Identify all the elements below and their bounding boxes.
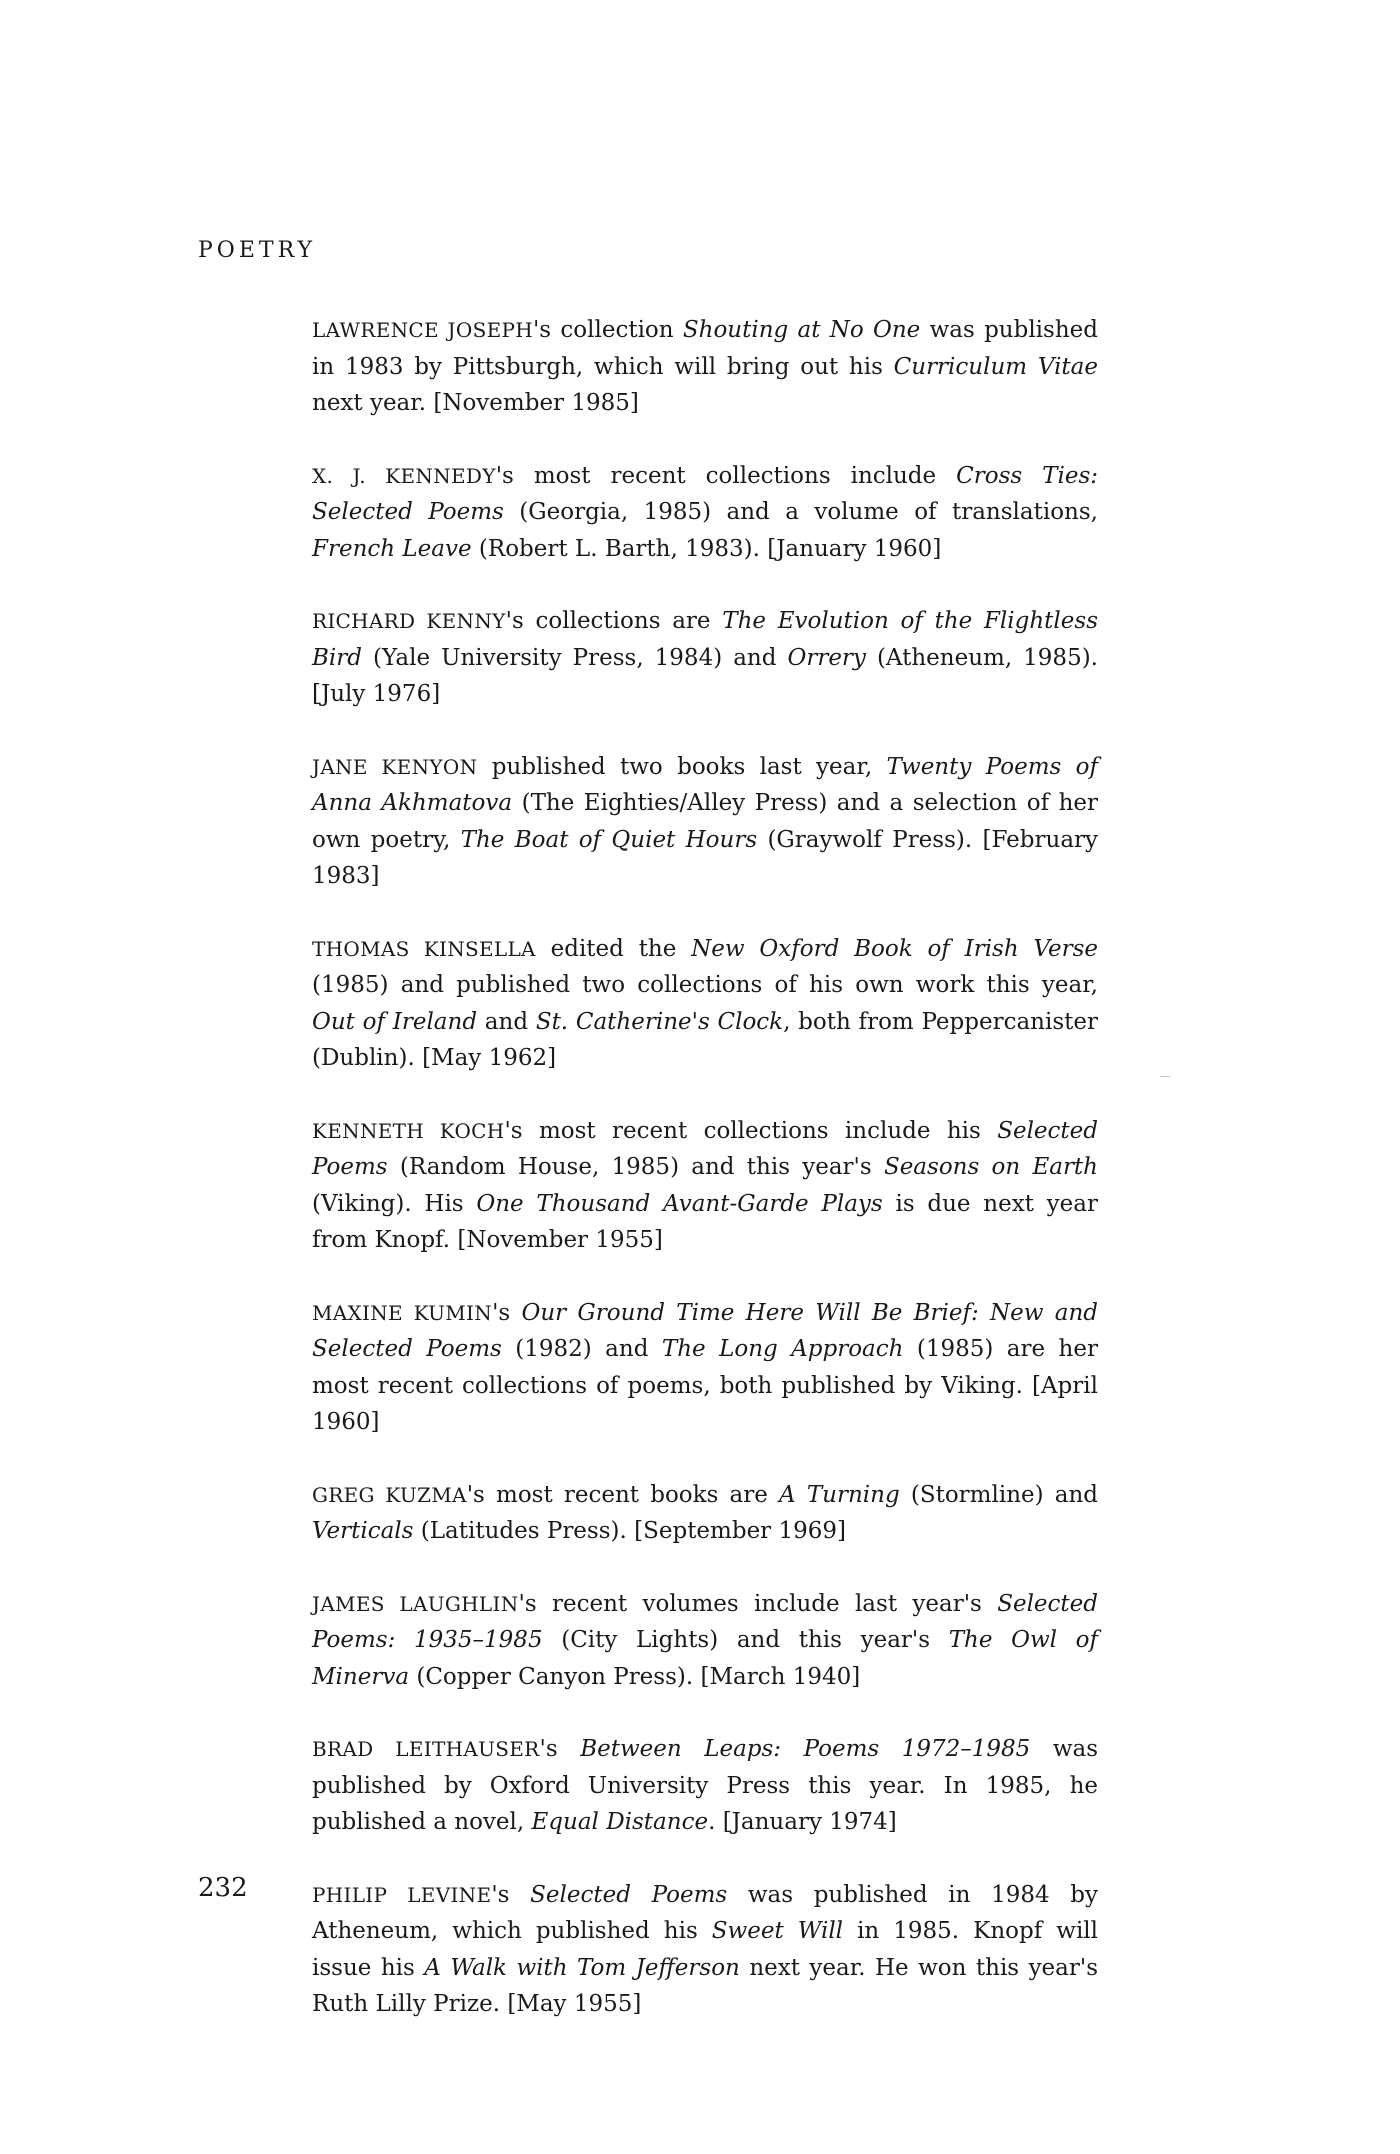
note-text: (Random House, 1985) and this year's xyxy=(387,1154,884,1180)
book-title: Verticals xyxy=(312,1518,414,1544)
contributor-note xyxy=(312,931,1098,1077)
contributor-note xyxy=(312,1113,1098,1259)
note-text: was published in 1983 by Pittsburgh, which will bring out his xyxy=(312,317,1098,380)
note-text: (The Eighties/Alley Press) and a selection of her own poetry, xyxy=(312,790,1098,853)
book-title: Cross Ties: Selected Poems xyxy=(312,462,1099,525)
note-text: and xyxy=(477,1008,536,1035)
note-text: next year. [November 1985] xyxy=(312,390,639,416)
contributor-notes xyxy=(312,312,1098,2059)
note-text: 's most recent collections include xyxy=(495,462,957,489)
note-text: (Copper Canyon Press). [March 1940] xyxy=(409,1663,861,1690)
book-title: Shouting at No One xyxy=(682,317,921,343)
contributor-note xyxy=(312,603,1098,713)
note-text: (1985) and published two collections of his own work this year, xyxy=(312,972,1098,998)
contributor-name: KENNETH KOCH xyxy=(312,1118,505,1143)
contributor-note xyxy=(312,749,1098,895)
running-head: POETRY xyxy=(198,238,316,263)
note-text: (Robert L. Barth, 1983). [January 1960] xyxy=(471,535,942,562)
note-text: 's xyxy=(539,1736,581,1762)
book-title: A Walk with Tom Jefferson xyxy=(424,1954,740,1981)
note-text: published two books last year, xyxy=(477,753,887,780)
contributor-note xyxy=(312,1477,1098,1550)
note-text: 's most recent collections include his xyxy=(504,1117,998,1144)
note-text: was published in 1984 by Atheneum, which published his xyxy=(312,1881,1098,1944)
contributor-name: PHILIP LEVINE xyxy=(312,1882,492,1907)
book-title: The Boat of Quiet Hours xyxy=(460,826,758,853)
contributor-name: MAXINE KUMIN xyxy=(312,1300,493,1325)
contributor-name: X. J. KENNEDY xyxy=(312,463,496,488)
book-title: A Turning xyxy=(779,1481,900,1508)
book-title: The Evolution of the Flightless Bird xyxy=(312,608,1098,671)
note-text: next year. He won this year's Ruth Lilly Prize. [May 1955] xyxy=(312,1954,1099,2017)
note-text: (Stormline) and xyxy=(899,1481,1099,1508)
book-title: One Thousand Avant-Garde Plays xyxy=(476,1190,883,1217)
book-title: Curriculum Vitae xyxy=(893,353,1098,380)
contributor-name: JANE KENYON xyxy=(312,754,478,779)
book-title: Between Leaps: Poems 1972–1985 xyxy=(580,1736,1031,1762)
note-text: (Viking). His xyxy=(312,1190,477,1217)
note-text: (Atheneum, 1985). [July 1976] xyxy=(312,644,1098,707)
book-title: Equal Distance xyxy=(531,1809,709,1835)
book-title: New Oxford Book of Irish Verse xyxy=(691,935,1098,962)
note-text: (Georgia, 1985) and a volume of translations, xyxy=(503,499,1098,525)
book-title: French Leave xyxy=(312,535,472,562)
note-text: (Yale University Press, 1984) and xyxy=(361,644,788,671)
book-title: The Long Approach xyxy=(661,1336,904,1362)
note-text: (1982) and xyxy=(501,1336,662,1362)
book-title: Selected Poems xyxy=(530,1881,728,1908)
contributor-name: JAMES LAUGHLIN xyxy=(312,1591,519,1616)
note-text: , both from Peppercanister (Dublin). [May 1962] xyxy=(312,1008,1098,1071)
book-title: Our Ground Time Here Will Be Brief: New and Selected Poems xyxy=(312,1299,1098,1362)
contributor-name: LAWRENCE JOSEPH xyxy=(312,318,533,342)
book-title: The Owl of Minerva xyxy=(312,1627,1098,1690)
book-title: Selected Poems xyxy=(312,1117,1098,1180)
note-text: 's most recent books are xyxy=(466,1481,780,1508)
contributor-name: RICHARD KENNY xyxy=(312,609,506,633)
page-number: 232 xyxy=(198,1873,248,1903)
note-text: (City Lights) and this year's xyxy=(542,1627,949,1653)
note-text: (Graywolf Press). [February 1983] xyxy=(312,826,1099,889)
book-title: Orrery xyxy=(787,644,866,671)
note-text: 's collection xyxy=(532,317,683,343)
contributor-name: THOMAS KINSELLA xyxy=(312,936,536,961)
book-title: Out of Ireland xyxy=(312,1008,478,1035)
contributor-note xyxy=(312,312,1098,422)
contributor-note xyxy=(312,1295,1098,1441)
note-text: . [January 1974] xyxy=(708,1809,897,1835)
note-text: 's xyxy=(491,1881,531,1908)
note-text: 's recent volumes include last year's xyxy=(518,1590,998,1617)
note-text: 's collections are xyxy=(505,608,723,634)
margin-mark xyxy=(1160,1076,1170,1077)
note-text: is due next year from Knopf. [November 1955] xyxy=(312,1190,1098,1253)
book-title: Twenty Poems of Anna Akhmatova xyxy=(312,753,1099,816)
book-title: St. Catherine's Clock xyxy=(535,1008,784,1035)
contributor-name: GREG KUZMA xyxy=(312,1482,467,1507)
contributor-note xyxy=(312,1731,1098,1841)
note-text: 's xyxy=(492,1299,522,1326)
contributor-note xyxy=(312,458,1098,568)
book-title: Seasons on Earth xyxy=(883,1154,1098,1180)
note-text: was published by Oxford University Press this year. In 1985, he published a novel, xyxy=(312,1736,1099,1835)
book-title: Sweet Will xyxy=(711,1918,844,1944)
note-text: in 1985. Knopf will issue his xyxy=(312,1918,1099,1981)
contributor-note xyxy=(312,1877,1098,2023)
note-text: (1985) are her most recent collections of poems, both published by Viking. [April 1960] xyxy=(312,1336,1098,1435)
contributor-note xyxy=(312,1586,1098,1696)
book-title: Selected Poems: 1935–1985 xyxy=(312,1590,1098,1653)
contributor-name: BRAD LEITHAUSER xyxy=(312,1737,540,1761)
note-text: edited the xyxy=(535,935,692,962)
note-text: (Latitudes Press). [September 1969] xyxy=(413,1518,846,1544)
